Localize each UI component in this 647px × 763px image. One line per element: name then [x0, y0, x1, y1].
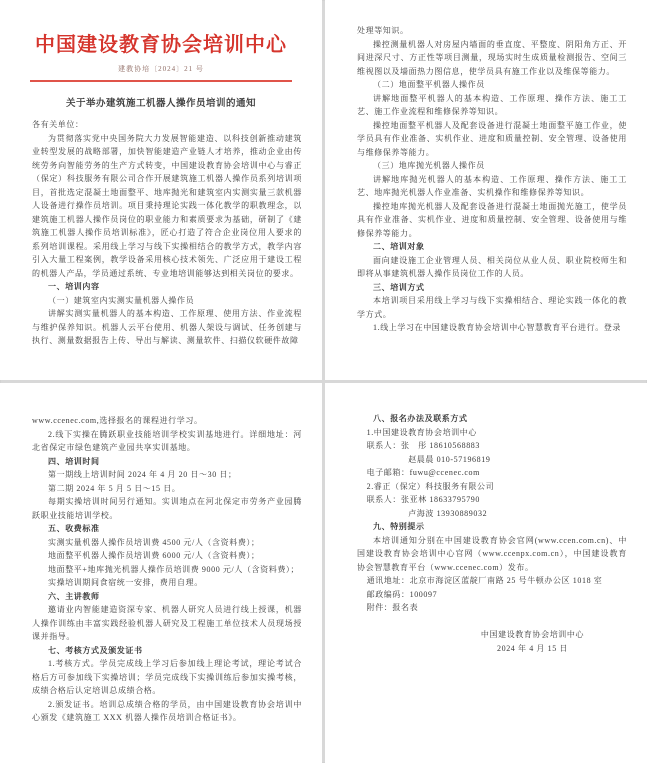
doc-paragraph: 二、培训对象 [373, 242, 425, 251]
doc-paragraph: 六、主讲教师 [48, 591, 100, 601]
doc-paragraph: 八、报名办法及联系方式 [373, 414, 468, 423]
doc-paragraph: 中国建设教育协会培训中心 [480, 630, 585, 639]
doc-paragraph: 每期实操培训时间另行通知。实训地点在河北保定市劳务产业园腾跃职业技能培训学校。 [32, 497, 302, 520]
doc-paragraph: （一）建筑室内实测实量机器人操作员 [48, 295, 195, 305]
letterhead-rule [30, 80, 292, 82]
doc-paragraph: www.ccenec.com,选择报名的课程进行学习。 [32, 416, 203, 425]
doc-paragraph: 三、培训方式 [373, 282, 425, 292]
doc-paragraph: 九、特别提示 [373, 522, 425, 531]
doc-paragraph: 讲解地库抛光机器人的基本构造、工作原理、操作方法、施工工艺、地库抛光机器人作业准备、实机操作和维修保养等知识。 [357, 174, 627, 197]
doc-paragraph: 讲解地面整平机器人的基本构造、工作原理、操作方法、施工工艺、施工作业流程和维修保养等知识。 [357, 93, 627, 116]
doc-paragraph: 本培训项目采用线上学习与线下实操相结合、理论实践一体化的教学方式。 [357, 296, 627, 319]
doc-paragraph: 赵晨晨 010-57196819 [408, 454, 491, 464]
doc-paragraph: 2.线下实操在腾跃职业技能培训学校实训基地进行。详细地址：河北省保定市绿色建筑产业园共享实训基地。 [32, 429, 302, 452]
doc-paragraph: 操控测量机器人对房屋内墙面的垂直度、平整度、阴阳角方正、开间进深尺寸、方正性等项目测量，现场实时生成质量检测报告、空间三维视图以及墙面热力图信息，使学员具有施工作业以及维保等能力。 [357, 39, 627, 76]
page-1-body [0, 118, 322, 348]
doc-paragraph: 卢海波 13930889032 [408, 508, 488, 518]
doc-paragraph: 联系人：张 彤 18610568883 [366, 441, 480, 450]
doc-paragraph: 操控地面整平机器人及配套设备进行混凝土地面整平施工作业，使学员具有作业准备、实机作业、进度和质量控制、安全管理、设备使用与维修保养等能力。 [357, 120, 627, 157]
doc-paragraph: 2.颁发证书。培训总成绩合格的学员，由中国建设教育协会培训中心颁发《建筑施工 XXX 机器人操作员培训合格证书》。 [32, 699, 302, 722]
doc-paragraph: 电子邮箱：fuwu@ccenec.com [366, 468, 480, 477]
page-4-body [325, 383, 647, 655]
doc-paragraph: 2.睿正（保定）科技服务有限公司 [366, 481, 495, 491]
letterhead [0, 28, 322, 109]
document-page-1 [0, 0, 322, 380]
doc-paragraph: 各有关单位： [32, 120, 84, 129]
doc-paragraph: 本培训通知分别在中国建设教育协会官网(www.ccen.com.cn)、中国建设教育协会培训中心官网（www.ccenpx.com.cn），中国建设教育协会智慧教育平台（www.ccenec.com）发布。 [357, 535, 627, 572]
doc-paragraph: 第二期 2024 年 5 月 5 日～15 日。 [48, 483, 181, 493]
page-2-body [325, 0, 647, 335]
doc-paragraph: 处理等知识。 [357, 26, 409, 35]
doc-paragraph: 第一期线上培训时间 2024 年 4 月 20 日～30 日； [48, 470, 237, 479]
doc-paragraph: 1.考核方式。学员完成线上学习后参加线上理论考试，理论考试合格后方可参加线下实操培训；学员完成线下实操训练后参加实操考核，成绩合格后认定培训总成绩合格。 [32, 659, 302, 695]
doc-paragraph: 邮政编码：100097 [366, 589, 438, 599]
doc-paragraph: 邀请业内智能建造资深专家、机器人研究人员进行线上授课，机器人操作训练由丰富实践经验机器人研究及工程施工单位技术人员现场授课并指导。 [32, 605, 302, 641]
notice-title: 关于举办建筑施工机器人操作员培训的通知 [65, 99, 256, 109]
doc-paragraph: 面向建设施工企业管理人员、相关岗位从业人员、职业院校师生和即将从事建筑机器人操作员岗位工作的人员。 [357, 255, 627, 278]
doc-paragraph: 地面整平+地库抛光机器人操作员培训费 9000 元/人（含资料费）； [48, 564, 300, 574]
doc-paragraph: 实操培训期间食宿统一安排，费用自理。 [48, 578, 203, 587]
doc-paragraph: 地面整平机器人操作员培训费 6000 元/人（含资料费）； [48, 551, 260, 560]
doc-paragraph: 四、培训时间 [48, 456, 100, 466]
page-3-body [0, 383, 322, 725]
doc-paragraph: 联系人：张亚林 18633795790 [366, 495, 480, 504]
doc-paragraph: 通讯地址：北京市海淀区蓝靛厂南路 25 号牛顿办公区 1018 室 [366, 576, 603, 585]
doc-paragraph: 七、考核方式及颁发证书 [48, 645, 143, 655]
doc-paragraph: 1.中国建设教育协会培训中心 [366, 427, 477, 437]
doc-paragraph: 附件：报名表 [366, 603, 419, 612]
doc-paragraph: 2024 年 4 月 15 日 [497, 643, 568, 653]
doc-paragraph: 1.线上学习在中国建设教育协会培训中心智慧教育平台进行。登录 [373, 323, 621, 332]
document-page-4 [325, 383, 647, 763]
doc-number: 建教协培〔2024〕21 号 [118, 65, 204, 73]
doc-paragraph: 五、收费标准 [48, 524, 100, 533]
doc-paragraph: 讲解实测实量机器人的基本构造、工作原理、使用方法、作业流程与维护保养知识。机器人云平台使用、机器人架设与调试、任务创建与执行、测量数据报告上传、导出与解读、测量软件、扫描仪软硬件故障 [32, 309, 302, 345]
document-page-3 [0, 383, 322, 763]
doc-paragraph: （二）地面整平机器人操作员 [373, 80, 485, 89]
doc-paragraph: （三）地库抛光机器人操作员 [373, 161, 485, 170]
doc-paragraph [357, 615, 627, 629]
document-page-2 [325, 0, 647, 380]
doc-paragraph: 实测实量机器人操作员培训费 4500 元/人（含资料费）； [48, 537, 260, 547]
org-title: 中国建设教育协会培训中心 [35, 34, 287, 56]
doc-paragraph: 操控地库抛光机器人及配套设备进行混凝土地面抛光施工，使学员具有作业准备、实机作业、进度和质量控制、安全管理、设备使用与维修保养等能力。 [357, 201, 627, 238]
doc-paragraph: 一、培训内容 [48, 282, 100, 291]
doc-paragraph: 为贯彻落实党中央国务院大力发展智能建造、以科技创新推动建筑业转型发展的战略部署，加快智能建造产业链人才培养，推动企业由传统劳务向智能劳务的生产方式转变，中国建设教育协会培训中心与睿正（保定）科技服务有限公司合作开展建筑施工机器人操作员系列培训项目，首批选定混凝土地面整平、地库抛光和建筑室内实测实量三款机器人设备进行操作员培训。项目秉持理论实践一体化教学的职教理念，以建筑施工机器人操作员岗位的职业能力和素质要求为基础，研制了《建筑施工机器人操作员培训标准》，匠心打造了符合企业岗位用人要求的系列培训课程。采用线上学习与线下实操相结合的教学方式，教学内容引入大量工程案例，教学设备采用核心技术领先、广泛应用于建设工程的机器人产品，学员通过系统、专业地培训能够达到相关岗位的要求。 [32, 133, 302, 278]
